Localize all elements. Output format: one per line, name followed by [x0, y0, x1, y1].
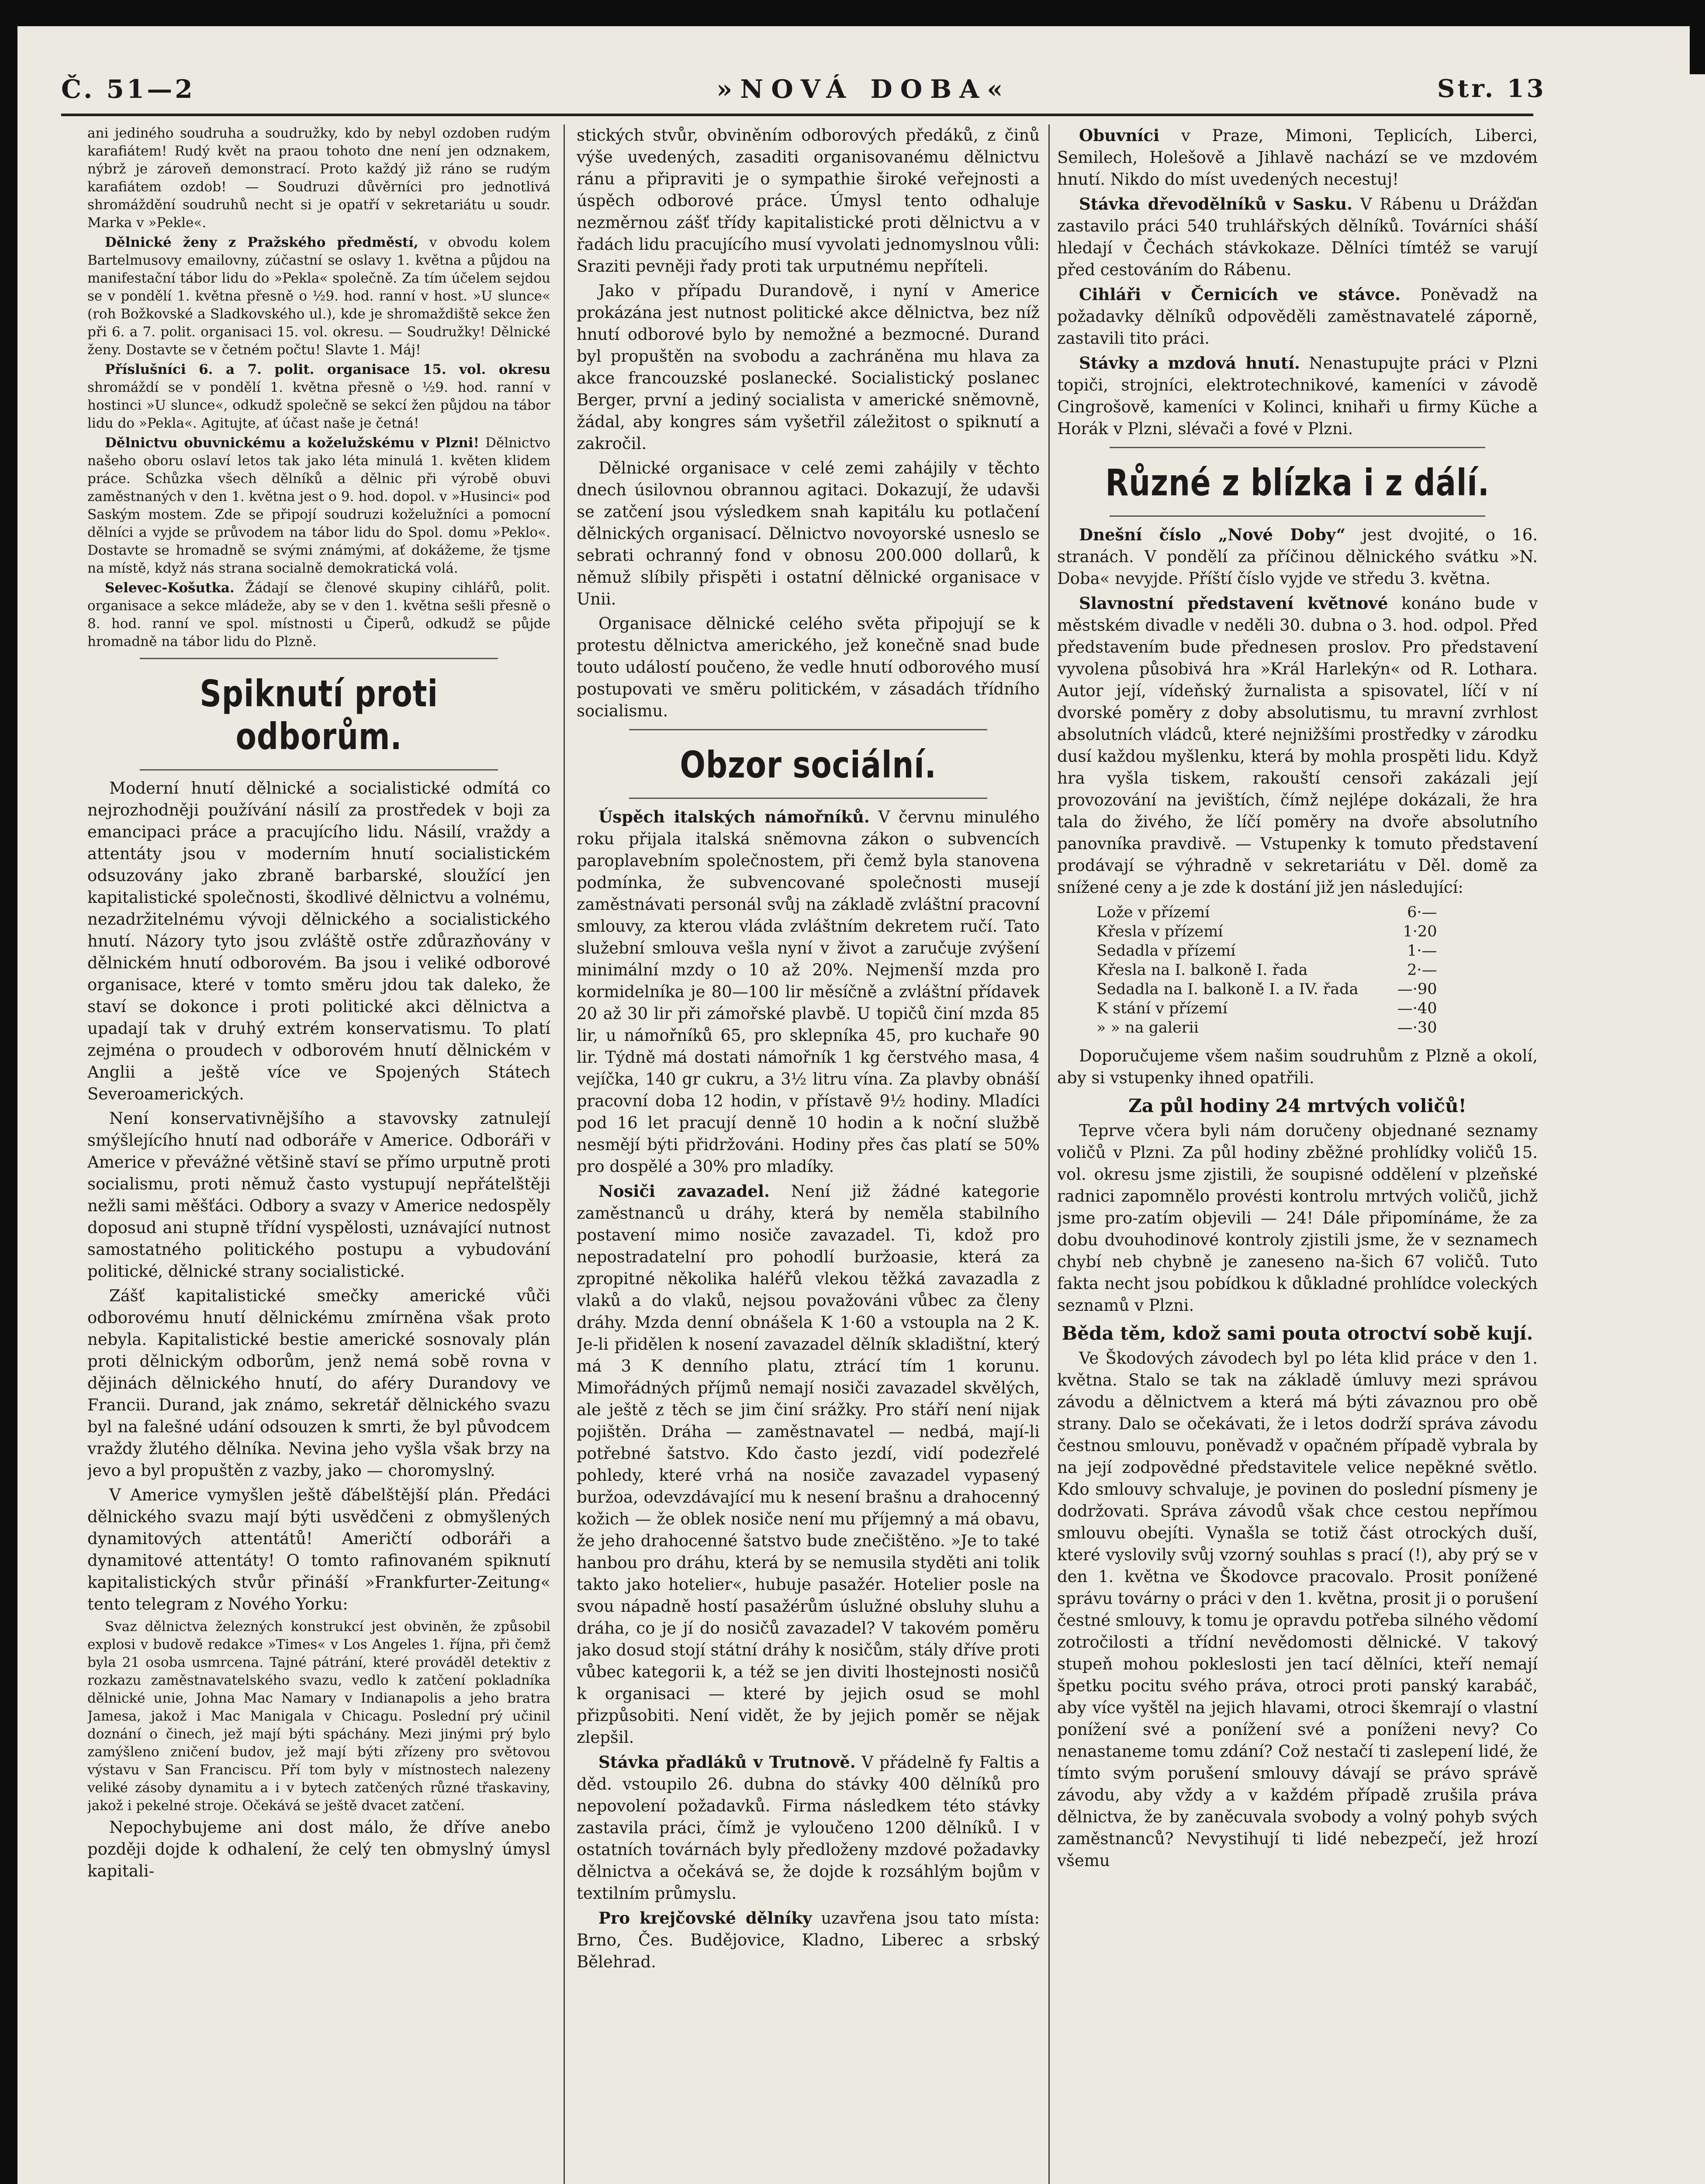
paragraph: Stávka dřevodělníků v Sasku. V Rábenu u Drážďan zastavilo práci 540 truhlářských dělníků. Továrníci sháší hledají v Čechách stávkokaze. Dělníci tímtéž se varují před cestováním do Rábenu.	[1057, 194, 1538, 279]
scan-border-top	[0, 0, 1705, 26]
paragraph: Dělnické organisace v celé zemi zahájily v těchto dnech úsilovnou obrannou agitaci. Dokazují, že udavši se zatčení jsou výsledkem snah kapitálu ku potlačení dělnických organisací. Dělnictvo novoyorské usneslo se sebrati ochranný fond v obnosu 200.000 dollarů, k němuž slíbily přispěti i ostatní dělnické organisace v Unii.	[577, 459, 1040, 608]
table-row: Sedadla v přízemí 1·—	[1096, 942, 1437, 960]
paragraph: V Americe vymyšlen ještě ďábelštější plán. Předáci dělnického svazu mají býti usvědčeni z obmyšlených dynamitových attentátů! Američtí odboráři a dynamitové attentáty! O tomto rafinovaném spiknutí kapitalistických stvůr přináší »Frankfurter-Zeitung« tento telegram z Nového Yorku:	[87, 1486, 550, 1614]
table-row: Sedadla na I. balkoně I. a IV. řada —·90	[1096, 981, 1437, 998]
paragraph: Slavnostní představení květnové konáno bude v městském divadle v neděli 30. dubna o 3. hod. odpol. Před představením bude přednesen proslov. Pro představení vyvolena působivá hra »Král Harlekýn« od R. Lothara. Autor její, vídeňský žurnalista a spisovatel, líčí v ní dvorské poměry z doby absolutismu, tu mravní zvrhlost absolutních vládců, které nejnižšími prostředky v zárodku dusí každou myšlenku, která by mohla prospěti lidu. Když hra vyšla tiskem, rakouští censoři zakázali její provozování na jevištích, čímž nejlépe dokázali, že hra tala do živého, že líčí poměry na dvoře absolutního panovníka pravdivě. — Vstupenky k tomuto představení prodávají se výhradně v sekretariátu v Děl. domě za snížené ceny a je zde k dostání již jen následující:	[1057, 594, 1538, 897]
page-header	[61, 70, 1546, 118]
issue-number: Č. 51—2	[61, 74, 195, 104]
subheading-shackles: Běda těm, kdož sami pouta otroctví sobě kují.	[1062, 1323, 1533, 1344]
divider	[1110, 515, 1485, 517]
paragraph: Nosiči zavazadel. Není již žádné kategorie zaměstnanců u dráhy, která by neměla stabilního postavení mimo nosiče zavazadel. Ti, kdož pro nepostradatelní pro pohodlí buržoasie, která za zpropitné několika haléřů vlekou těžká zavazadla z vlaků a do vlaků, nejsou považováni vůbec za členy dráhy. Mzda denní obnášela K 1·60 a vstoupla na 2 K. Je-li přidělen k nosení zavazadel dělník skladištní, který má 3 K denního platu, ztrácí tím 1 korunu. Mimořádných příjmů nemají nosiči zavazadel skvělých, ale ještě z těch se jim činí srážky. Pro stáří není nijak pojištěn. Dráha — zaměstnavatel — nedbá, mají-li potřebné šatstvo. Kdo často jezdí, vidí podezřelé pohledy, které vrhá na nosiče zavazadel vypasený buržoa, odevzdávající mu k nesení brašnu a drahocenný kožich — že oblek nosiče není mu příjemný a má obavu, že jeho drahocenné šatstvo bude znečištěno. »Je to také hanbou pro dráhu, která by se nemusila styděti ani tolik takto jako hotelier«, hubuje pasažér. Hotelier posle na svou nápadně hostí pasažérům úslužné obsluhy sluhu a dráha, co je jí do nosičů zavazadel? V takovém poměru jako dosud stojí státní dráhy k nosičům, stály dříve proti vůbec kategorii k, a též se jen diviti lhostejnosti nosičů k organisaci — které by jejich osud se mohl přizpůsobiti. Není vidět, že by jejich poměr se nějak zlepšil.	[577, 1182, 1040, 1747]
paragraph: Obuvníci v Praze, Mimoni, Teplicích, Liberci, Semilech, Holešově a Jihlavě nachází se ve mzdovém hnutí. Nikdo do míst uvedených necestuj!	[1057, 126, 1538, 189]
divider	[629, 729, 987, 730]
column-3	[1057, 124, 1538, 1874]
column-divider-1	[564, 124, 565, 2184]
divider	[140, 769, 498, 771]
table-row: » » na galerii —·30	[1096, 1019, 1437, 1037]
subheading-voters: Za půl hodiny 24 mrtvých voličů!	[1128, 1095, 1466, 1116]
paragraph: ani jediného soudruha a soudružky, kdo by nebyl ozdoben rudým karafiátem! Rudý květ na praou tohoto dne není jen odznakem, nýbrž je zároveň demonstrací. Proto každý již ráno se rudým karafiátem ozdob! — Soudruzi důvěrníci pro jednotlivá shromáždění soudruhů necht si je opatří v sekretariátu u soudr. Marka v »Pekle«.	[87, 125, 550, 231]
table-row: Lože v přízemí 6·—	[1096, 904, 1437, 921]
paragraph: Stávky a mzdová hnutí. Nenastupujte práci v Plzni topiči, strojníci, elektrotechnikové, kameníci v závodě Cingrošově, kameníci v Kolinci, knihaři u firmy Küche a Horák v Plzni, slévači a fové v Plzni.	[1057, 353, 1538, 438]
paragraph: Teprve včera byli nám doručeny objednané seznamy voličů v Plzni. Za půl hodiny zběžné prohlídky voličů 15. vol. okresu jsme zjistili, že soupisné oddělení v plzeňské radnici zapomnělo provésti kontrolu mrtvých voličů, jichž jsme pro-zatím objevili — 24! Dále připomínáme, že za dobu dvouhodinové kontroly zjistili jsme, že v seznamech chybí neb chybně je zaneseno na-šich 67 voličů. Tuto fakta necht jsou pobídkou k důkladné prohlídce voleckých seznamů v Plzni.	[1057, 1121, 1538, 1315]
table-row: Křesla v přízemí 1·20	[1096, 923, 1437, 940]
paragraph: Jako v případu Durandově, i nyní v Americe prokázána jest nutnost politické akce dělnictva, bez níž hnutí odborové bylo by nemožné a bezmocné. Durand byl propuštěn na svobodu a zachráněna mu hlava za akce francouzské poslanecké. Socialistický poslanec Berger, první a jediný socialista v americké sněmovně, žádal, aby kongres sám vyšetřil záležitost o spiknutí a zakročil.	[577, 281, 1040, 453]
headline-conspiracy: Spiknutí proti odborům.	[200, 672, 438, 758]
headline-various: Různé z blízka i z dálí.	[1105, 461, 1490, 504]
paragraph: Organisace dělnické celého světa připojují se k protestu dělnictva amerického, jež konečně snad bude touto událostí poučeno, že vedle hnutí odborového musí postupovati ve směru politickém, v zásadách třídního socialismu.	[577, 614, 1040, 720]
paragraph: Dělnictvu obuvnickému a koželužskému v Plzni! Dělnictvo našeho oboru oslaví letos tak jako léta minulá 1. květen klidem práce. Schůzka všech dělníků a dělnic při výrobě obuvi zaměstnaných v den 1. května jest o 9. hod. dopol. v »Husinci« pod Saským mostem. Zde se připojí soudruzi koželužníci a pomocní dělníci a vyjde se průvodem na tábor lidu do Spol. domu »Peklo«. Dostavte se hromadně se svými známými, ať dokážeme, že tjsme na místě, když nás strana socialně demokratická volá.	[87, 435, 550, 576]
paragraph: Ve Škodových závodech byl po léta klid práce v den 1. května. Stalo se tak na základě úmluvy mezi správou závodu a dělnictvem a která má býti závaznou pro obě strany. Dalo se očekávati, že i letos dodrží správa závodu čestnou smlouvu, poněvadž v opačném případě vybrala by na její zodpovědné představitele velice nepěkné světlo. Kdo smlouvy schvaluje, je povinen do poslední písmeny je dodržovati. Správa závodů však chce cestou nepřímou smlouvu obejíti. Vynašla se totiž část otrockých duší, které vyslovily svůj vzorný souhlas s prací (!), aby prý se v den 1. května ve Škodovce pracovalo. Prosit ponížené správu továrny o práci v den 1. května, prosit ji o porušení čestné smlouvy, k tomu je opravdu potřeba silného vědomí zotročilosti a třídní nevědomosti dělnické. V takový stupeň mohou pokleslosti jen tací dělníci, kteří nemají špetku pocitu svého práva, otroci proti panský karabáč, aby více vyštěl na jejich hlavami, otroci škemrají o vlastní ponížení své a ponížení své a poníženi nevy? Co nenastaneme tomu zdání? Což nestačí ti zaslepení lidé, že tímto svým porušení smlouvy dávají se právo správě závodu, aby vždy a v každém případě zrušila práva dělnictva, že by zaněcuvala svobody a volný pohyb svých zaměstnanců? Nevystihují ti lidé nebezpečí, jež hrozí všemu	[1057, 1349, 1538, 1870]
page-number: Str. 13	[1437, 74, 1705, 2184]
paragraph: stických stvůr, obviněním odborových předáků, z činů výše uvedených, zasaditi organisovanému dělnictvu ránu a připraviti je o sympathie široké veřejnosti a úspěch odborové práce. Úmysl tento odhaluje nezměrnou zášť třídy kapitalistické proti dělnictvu a v řadách lidu pracujícího musí vyvolati jednomyslnou vůli: Sraziti pevněji řady proti tak urputnému nepříteli.	[577, 126, 1040, 276]
divider	[629, 798, 987, 799]
paragraph: Dnešní číslo „Nové Doby“ jest dvojité, o 16. stranách. V pondělí za příčinou dělnického svátku »N. Doba« nevyjde. Příští číslo vyjde ve středu 3. května.	[1057, 525, 1538, 588]
column-2	[577, 124, 1040, 1976]
column-divider-2	[1048, 124, 1050, 2184]
headline-social: Obzor sociální.	[680, 743, 937, 786]
paragraph: Moderní hnutí dělnické a socialistické odmítá co nejrozhodněji používání násilí za prostředek v boji za emancipaci práce a pracujícího lidu. Násilí, vraždy a attentáty jsou v moderním hnutí socialistickém odsuzovány jako zbraně barbarské, sloužící jen kapitalistické společnosti, škodlivé dělnictvu a volnému, nezadržitelnému vývoji dělnického a socialistického hnutí. Názory tyto jsou zvláště ostře zdůrazňovány v dělnickém hnutí odborovém. Ba jsou i veliké odborové organisace, které v tomto směru jdou tak daleko, že staví se dokonce i proti politické akci dělnictva a upadají tak v druhý extrém konservatismu. To platí zejména o proudech v odborovém hnutí dělnickém v Anglii a ještě více ve Spojených Státech Severoamerických.	[87, 779, 550, 1103]
paragraph: Zášť kapitalistické smečky americké vůči odborovému hnutí dělnickému zmírněna však proto nebyla. Kapitalistické bestie americké sosnovaly plán proti dělnickým odborům, jenž nemá sobě rovna v dějinách dělnického hnutí, do aféry Durandovy ve Francii. Durand, jak známo, sekretář dělnického svazu byl na falešné udání odsouzen k smrti, že byl původcem vraždy žlutého dělníka. Nevina jeho vyšla však brzy na jevo a byl propuštěn z vazby, jako — choromyslný.	[87, 1286, 550, 1480]
divider	[1110, 447, 1485, 448]
paragraph: Nepochybujeme ani dost málo, že dříve anebo později dojde k odhalení, že celý ten obmyslný úmysl kapitali-	[87, 1818, 550, 1880]
header-rule	[61, 114, 1533, 116]
scan-border-left	[0, 0, 17, 2184]
divider	[140, 658, 498, 659]
telegram-quote: Svaz dělnictva železných konstrukcí jest obviněn, že způsobil explosi v budově redakce »Times« v Los Angeles 1. října, při čemž byla 21 osoba usmrcena. Tajné pátrání, které prováděl detektiv z rozkazu zaměstnavatelského svazu, vedlo k zatčení pokladníka dělnické unie, Johna Mac Namary v Indianapolis a jeho bratra Jamesa, jakož i Mac Manigala v Chicagu. Poslední prý učinil doznání o činech, jež mají býti spáchány. Mezi jinými prý bylo zamýšleno zničení budov, jež mají býti zřízeny pro světovou výstavu v San Franciscu. Pří tom byly v místnostech nalezeny veliké zásoby dynamitu a i v bytech zatčených různé třaskaviny, jakož i pekelné stroje. Očekává se ještě dvacet zatčení.	[87, 1619, 550, 1814]
table-row: K stání v přízemí —·40	[1096, 1000, 1437, 1017]
paragraph: Stávka přadláků v Trutnově. V přádelně fy Faltis a děd. vstoupilo 26. dubna do stávky 400 dělníků pro nepovolení požadavků. Firma následkem této stávky zastavila práci, čímž je vyloučeno 1200 dělníků. I v ostatních továrnách byly předloženy mzdové požadavky dělnictva a očekává se, že dojde k rozsáhlým bojům v textilním průmyslu.	[577, 1752, 1040, 1903]
table-row: Křesla na I. balkoně I. řada 2·—	[1096, 961, 1437, 979]
newspaper-title: »NOVÁ DOBA«	[716, 74, 1011, 104]
paragraph: Pro krejčovské dělníky uzavřena jsou tato místa: Brno, Čes. Budějovice, Kladno, Liberec a srbský Bělehrad.	[577, 1908, 1040, 1971]
paragraph: Cihláři v Černicích ve stávce. Poněvadž na požadavky dělníků odpověděli zaměstnavatelé záporně, zastavili tito práci.	[1057, 285, 1538, 348]
paragraph: Selevec-Košutka. Žádají se členové skupiny cihlářů, polit. organisace a sekce mládeže, aby se v den 1. května sešli přesně o 8. hod. ranní ve spol. místnosti u Čiperů, odkudž se půjde hromadně na tábor lidu do Plzně.	[87, 580, 550, 650]
paragraph: Dělnické ženy z Pražského předměstí, v obvodu kolem Bartelmusovy emailovny, zúčastní se oslavy 1. května a půjdou na manifestační tábor lidu do »Pekla« společně. Za tím účelem sejdou se v pondělí 1. května přesně o ½9. hod. ranní v host. »U slunce« (roh Božkovské a Sladkovského ul.), kde je shromaždiště sekce žen při 6. a 7. polit. organisaci 15. vol. okresu. — Soudružky! Dělnické ženy. Dostavte se v četném počtu! Slavte 1. Máj!	[87, 235, 550, 358]
paragraph: Není konservativnějšího a stavovsky zatnulejí smýšlejícího hnutí nad odboráře v Americe. Odboráři v Americe v převážné většině staví se přímo urputně proti socialismu, proti němuž často vystupují nepřátelštěji nežli sami měšťáci. Odbory a svazy v Americe nedospěly doposud ani stupně třídní vyspělosti, uznávající nutnost samostatného politického postupu a vybudování politické, dělnické strany socialistické.	[87, 1109, 550, 1281]
paragraph: Doporučujeme všem našim soudruhům z Plzně a okolí, aby si vstupenky ihned opatřili.	[1057, 1047, 1538, 1087]
column-1	[87, 124, 550, 1885]
paragraph: Příslušníci 6. a 7. polit. organisace 15. vol. okresu shromáždí se v pondělí 1. května přesně o ½9. hod. ranní v hostinci »U slunce«, odkudž společně se sekcí žen půjdou na tábor lidu do »Pekla«. Agitujte, ať účast naše je četná!	[87, 362, 550, 431]
paragraph: Úspěch italských námořníků. V červnu minulého roku přijala italská sněmovna zákon o subvencích paroplavebním společnostem, při čemž byla stanovena podmínka, že subvencované společnosti musejí zaměstnávati personál svůj na základě zvláštní pracovní smlouvy, za kterou vláda zvláštním dekretem ručí. Tato služební smlouva vešla nyní v život a zaručuje zvýšení minimální mzdy o 10 až 20%. Nejmenší mzda pro kormidelníka je 80—100 lir měsíčně a zvláštní přídavek 20 až 30 lir při zámořské plavbě. U topičů činí mzda 85 lir, u námořníků 65, pro sklepníka 45, pro kuchaře 90 lir. Týdně má dostati námořník 1 kg čerstvého masa, 4 vejíčka, 140 gr cukru, a 3½ litru vína. Za plavby obnáší pracovní doba 12 hodin, v přístavě 9½ hodiny. Mladíci pod 16 let pracují denně 10 hodin a k noční službě nesmějí býti přidržováni. Hodiny přes čas platí se 50% pro dospělé a 30% pro mladíky.	[577, 807, 1040, 1176]
ticket-price-table	[1096, 903, 1446, 1037]
